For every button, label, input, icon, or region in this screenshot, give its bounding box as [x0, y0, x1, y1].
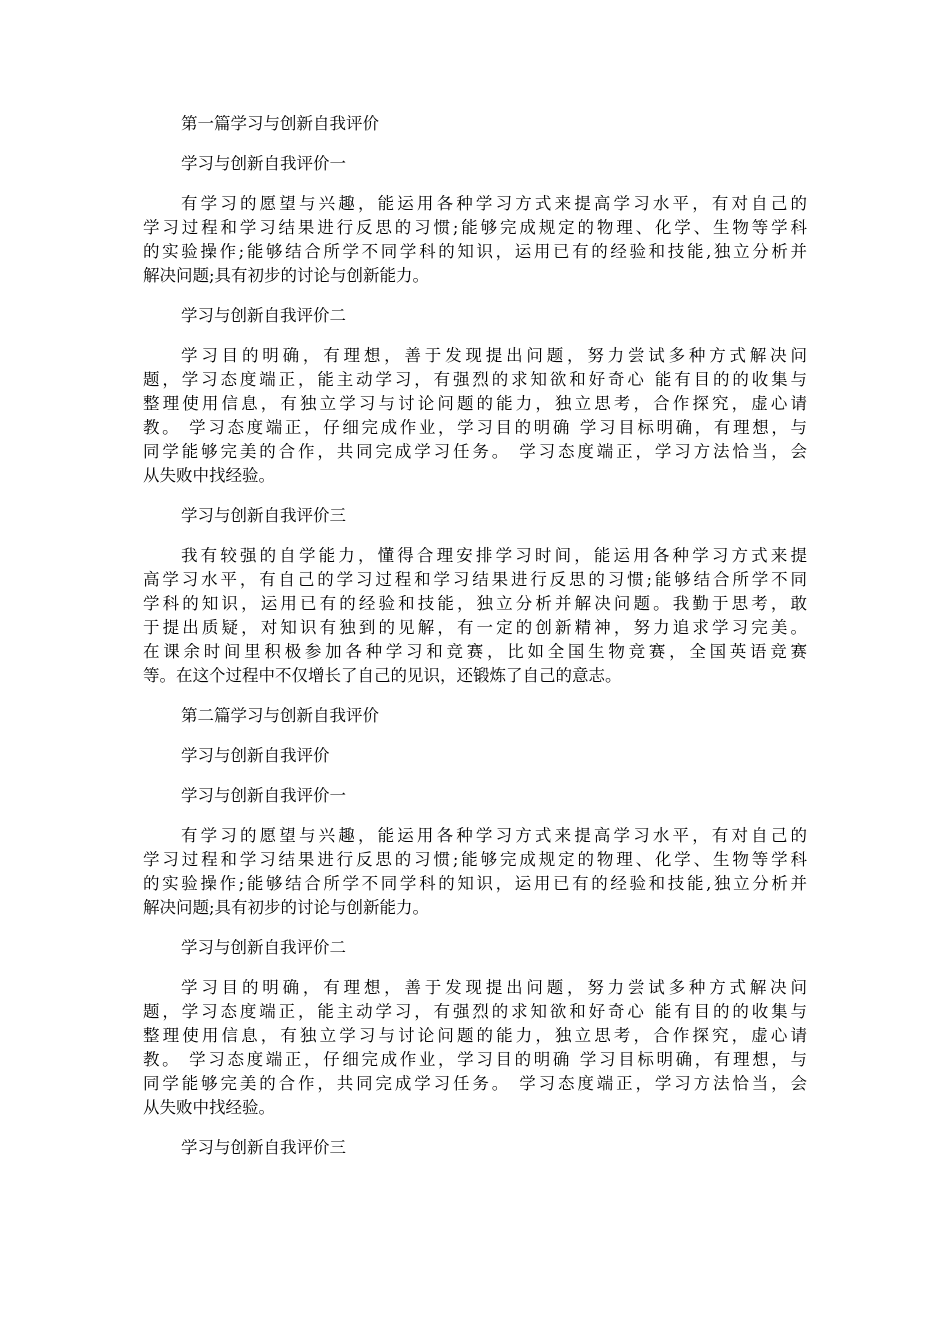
document-body	[143, 112, 807, 1176]
paragraph-line: 学习目的明确，有理想，善于发现提出问题，努力尝试多种方式解决问	[181, 978, 807, 997]
subsection-heading-2-1	[143, 784, 807, 808]
paragraph-line: 题，学习态度端正，能主动学习，有强烈的求知欲和好奇心 能有目的的收集与	[143, 370, 807, 389]
subsection-heading-1-1	[143, 152, 807, 176]
section-heading-1	[143, 112, 807, 136]
paragraph-2-2	[143, 976, 807, 1120]
section-heading-2	[143, 704, 807, 728]
paragraph-line: 学习过程和学习结果进行反思的习惯;能够完成规定的物理、化学、生物等学科	[143, 850, 807, 869]
paragraph-line: 题，学习态度端正，能主动学习，有强烈的求知欲和好奇心 能有目的的收集与	[143, 1002, 807, 1021]
paragraph-line: 解决问题;具有初步的讨论与创新能力。	[143, 898, 430, 917]
paragraph-line: 于提出质疑，对知识有独到的见解，有一定的创新精神，努力追求学习完美。	[143, 618, 807, 637]
paragraph-line: 整理使用信息，有独立学习与讨论问题的能力，独立思考，合作探究，虚心请	[143, 394, 807, 413]
paragraph-line: 教。 学习态度端正，仔细完成作业，学习目的明确 学习目标明确，有理想，与	[143, 418, 807, 437]
paragraph-2-1	[143, 824, 807, 920]
heading-text: 学习与创新自我评价一	[181, 786, 346, 805]
subsection-heading-2-2	[143, 936, 807, 960]
paragraph-line: 有学习的愿望与兴趣，能运用各种学习方式来提高学习水平，有对自己的	[181, 826, 807, 845]
heading-text: 学习与创新自我评价三	[181, 506, 346, 525]
heading-text: 学习与创新自我评价二	[181, 306, 346, 325]
heading-text: 学习与创新自我评价二	[181, 938, 346, 957]
paragraph-line: 从失败中找经验。	[143, 466, 275, 485]
paragraph-line: 的实验操作;能够结合所学不同学科的知识，运用已有的经验和技能,独立分析并	[143, 874, 807, 893]
paragraph-line: 解决问题;具有初步的讨论与创新能力。	[143, 266, 430, 285]
paragraph-line: 等。在这个过程中不仅增长了自己的见识，还锻炼了自己的意志。	[143, 666, 622, 685]
paragraph-line: 学科的知识，运用已有的经验和技能，独立分析并解决问题。我勤于思考，敢	[143, 594, 807, 613]
subsection-heading-1-3	[143, 504, 807, 528]
paragraph-line: 学习过程和学习结果进行反思的习惯;能够完成规定的物理、化学、生物等学科	[143, 218, 807, 237]
paragraph-line: 我有较强的自学能力，懂得合理安排学习时间，能运用各种学习方式来提	[181, 546, 807, 565]
paragraph-line: 在课余时间里积极参加各种学习和竞赛，比如全国生物竞赛，全国英语竞赛	[143, 642, 807, 661]
paragraph-1-1	[143, 192, 807, 288]
paragraph-line: 学习目的明确，有理想，善于发现提出问题，努力尝试多种方式解决问	[181, 346, 807, 365]
heading-text: 学习与创新自我评价三	[181, 1138, 346, 1157]
heading-text: 学习与创新自我评价	[181, 746, 330, 765]
heading-text: 第一篇学习与创新自我评价	[181, 114, 379, 133]
paragraph-line: 的实验操作;能够结合所学不同学科的知识，运用已有的经验和技能,独立分析并	[143, 242, 807, 261]
paragraph-line: 同学能够完美的合作，共同完成学习任务。 学习态度端正，学习方法恰当，会	[143, 442, 807, 461]
subsection-heading-1-2	[143, 304, 807, 328]
paragraph-line: 高学习水平，有自己的学习过程和学习结果进行反思的习惯;能够结合所学不同	[143, 570, 807, 589]
subsection-heading-2-3	[143, 1136, 807, 1160]
paragraph-line: 有学习的愿望与兴趣，能运用各种学习方式来提高学习水平，有对自己的	[181, 194, 807, 213]
heading-text: 学习与创新自我评价一	[181, 154, 346, 173]
paragraph-line: 同学能够完美的合作，共同完成学习任务。 学习态度端正，学习方法恰当，会	[143, 1074, 807, 1093]
heading-text: 第二篇学习与创新自我评价	[181, 706, 379, 725]
paragraph-line: 整理使用信息，有独立学习与讨论问题的能力，独立思考，合作探究，虚心请	[143, 1026, 807, 1045]
paragraph-1-3	[143, 544, 807, 688]
paragraph-1-2	[143, 344, 807, 488]
subsection-heading-2-0	[143, 744, 807, 768]
paragraph-line: 教。 学习态度端正，仔细完成作业，学习目的明确 学习目标明确，有理想，与	[143, 1050, 807, 1069]
paragraph-line: 从失败中找经验。	[143, 1098, 275, 1117]
